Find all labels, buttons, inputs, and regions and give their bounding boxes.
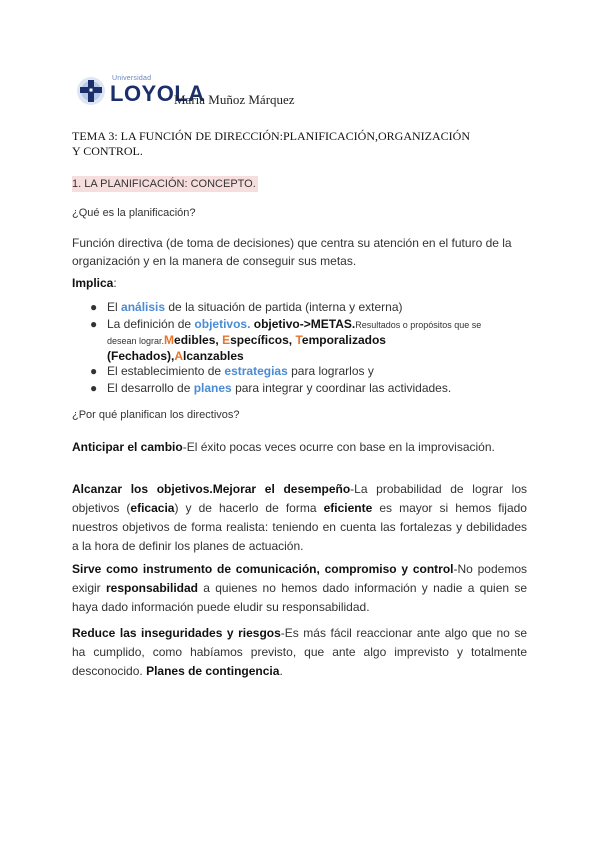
paragraph-comunicacion (72, 560, 527, 617)
logo-big-text: LOYOLA (110, 81, 205, 106)
bullet-text: de la situación de partida (interna y externa) (165, 300, 403, 314)
author-name: María Muñoz Márquez (174, 92, 295, 107)
paragraph-inseguridades (72, 624, 527, 681)
bullet-text: El (107, 300, 122, 314)
bullet-text: La definición de (107, 317, 195, 331)
bullet-text: para integrar y coordinar las actividades. (231, 381, 452, 395)
keyword-analisis: análisis (121, 300, 166, 314)
paragraph-heading: Reduce las inseguridades y riesgos (72, 626, 281, 640)
question-what-is-planning: ¿Qué es la planificación? (72, 207, 196, 219)
keyword-objetivos: objetivos. (194, 317, 251, 331)
smart-text: lcanzables (183, 349, 244, 363)
letter-e: E (222, 333, 231, 347)
smart-text: edibles, (174, 333, 223, 347)
question-why-plan: ¿Por qué planifican los directivos? (72, 409, 240, 421)
letter-a: A (174, 349, 184, 363)
document-title: TEMA 3: LA FUNCIÓN DE DIRECCIÓN:PLANIFICACIÓN,ORGANIZACIÓN Y CONTROL. (72, 129, 470, 158)
keyword-planes: planes (193, 381, 232, 395)
loyola-cross-icon (76, 76, 106, 106)
smart-text: (Fechados), (107, 349, 175, 363)
smart-text: emporalizados (301, 333, 386, 347)
paragraph-heading: Anticipar el cambio (72, 440, 183, 454)
paragraph-text: -No podemos exigir (72, 562, 527, 595)
keyword-eficiente: eficiente (323, 501, 373, 515)
definition-paragraph: Función directiva (de toma de decisiones) que centra su atención en el futuro de la organización y en la manera de conseguir sus metas. (72, 236, 512, 268)
bullet-text: El desarrollo de (107, 381, 194, 395)
implica-line (72, 276, 117, 290)
paragraph-heading: Alcanzar los objetivos.Mejorar el desempeño (72, 482, 351, 496)
keyword-estrategias: estrategias (224, 364, 288, 378)
paragraph-text: a quienes no hemos dado información y nadie a quien se haya dado información puede eludir su responsabilidad. (72, 581, 527, 614)
letter-m: M (164, 333, 175, 347)
letter-t: T (295, 333, 302, 347)
keyword-planes-contingencia: Planes de contingencia (146, 664, 280, 678)
paragraph-heading: Sirve como instrumento de comunicación, compromiso y control (72, 562, 454, 576)
paragraph-anticipar (72, 438, 527, 457)
university-logo (76, 74, 205, 108)
keyword-responsabilidad: responsabilidad (105, 581, 198, 595)
paragraph-text: . (279, 664, 283, 678)
metas-text: objetivo->METAS. (250, 317, 356, 331)
small-text: Resultados o propósitos que se (355, 320, 482, 330)
bullet-text: para lograrlos y (287, 364, 374, 378)
implica-label: Implica (72, 276, 114, 290)
smart-text: specíficos, (230, 333, 296, 347)
implica-colon: : (113, 276, 117, 290)
paragraph-text: es mayor si hemos fijado nuestros objetivos de forma realista: teniendo en cuenta las fortalezas y debilidades a la hora de definir los planes de actuación. (72, 501, 527, 553)
bullet-icon: ● (90, 364, 98, 378)
bullet-icon: ● (90, 381, 98, 395)
paragraph-alcanzar (72, 480, 527, 556)
logo-small-text: Universidad (112, 75, 152, 82)
paragraph-text: ) y de hacerlo de forma (174, 501, 324, 515)
bullet-icon: ● (90, 317, 98, 331)
section-heading: 1. LA PLANIFICACIÓN: CONCEPTO. (72, 178, 256, 190)
keyword-eficacia: eficacia (130, 501, 175, 515)
paragraph-text: -Es más fácil reaccionar ante algo que no se ha cumplido, como habíamos previsto, que ante algo imprevisto y totalmente desconocido. (72, 626, 527, 678)
paragraph-text: -El éxito pocas veces ocurre con base en la improvisación. (182, 440, 495, 454)
small-text: desean lograr. (107, 336, 165, 346)
bullet-text: El establecimiento de (107, 364, 225, 378)
bullet-icon: ● (90, 300, 98, 314)
paragraph-text: -La probabilidad de lograr los objetivos ( (72, 482, 527, 515)
